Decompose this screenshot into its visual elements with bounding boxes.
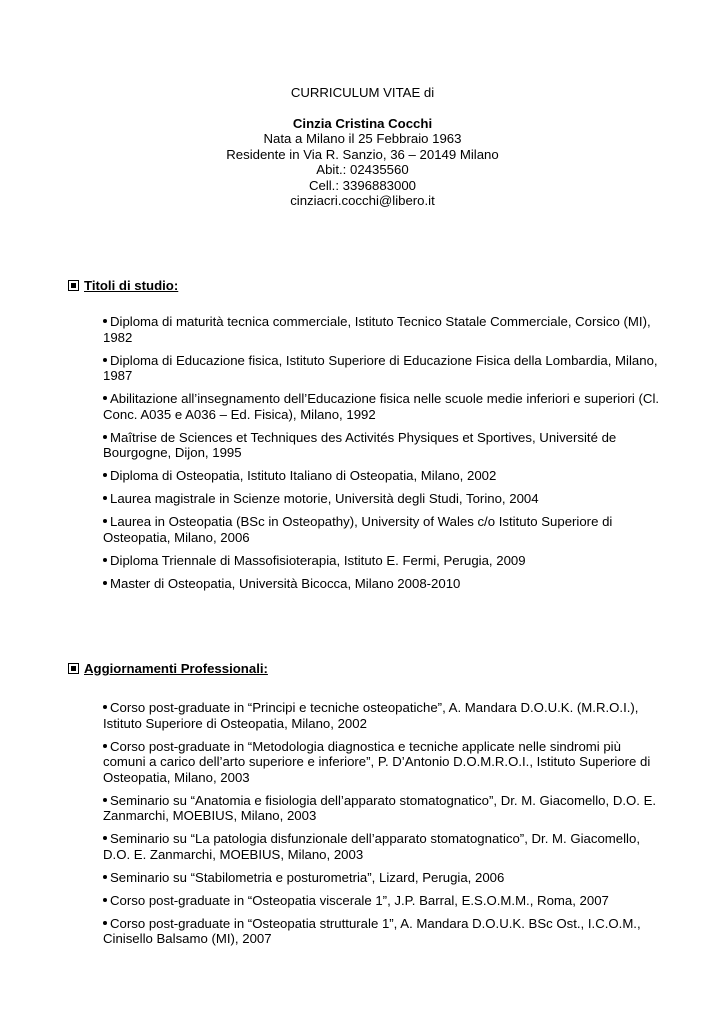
list-item (103, 430, 663, 461)
list-item (103, 514, 663, 545)
bullet-icon (103, 921, 107, 925)
bullet-icon (103, 396, 107, 400)
section-title-professional-updates (68, 661, 268, 677)
list-item-text: Diploma di Osteopatia, Istituto Italiano di Osteopatia, Milano, 2002 (110, 468, 497, 483)
list-item-text: Corso post-graduate in “Principi e tecniche osteopatiche”, A. Mandara D.O.U.K. (M.R.O.I.), Istituto Superiore di Osteopatia, Milano, 2002 (103, 700, 639, 731)
bullet-icon (103, 898, 107, 902)
bullet-icon (103, 358, 107, 362)
list-item (103, 793, 663, 824)
bullet-icon (103, 435, 107, 439)
cv-title: CURRICULUM VITAE di (290, 85, 435, 100)
list-item (103, 893, 663, 909)
list-item (103, 700, 663, 731)
list-item (103, 870, 663, 886)
professional-updates-list (103, 700, 663, 954)
list-item-text: Seminario su “Anatomia e fisiologia dell’apparato stomatognatico”, Dr. M. Giacomello, D.O. E. Zanmarchi, MOEBIUS, Milano, 2003 (103, 792, 657, 823)
list-item-text: Seminario su “La patologia disfunzionale dell’apparato stomatognatico”, Dr. M. Giacomello, D.O. E. Zanmarchi, MOEBIUS, Milano, 2003 (103, 831, 640, 862)
cv-header (0, 85, 725, 209)
list-item-text: Corso post-graduate in “Osteopatia viscerale 1”, J.P. Barral, E.S.O.M.M., Roma, 2007 (110, 892, 609, 908)
bullet-icon (103, 473, 107, 477)
education-list (103, 314, 663, 599)
list-item-text: Laurea in Osteopatia (BSc in Osteopathy), University of Wales c/o Istituto Superiore di Osteopatia, Milano, 2006 (103, 514, 613, 545)
bullet-icon (103, 496, 107, 500)
list-item-text: Laurea magistrale in Scienze motorie, Università degli Studi, Torino, 2004 (110, 491, 539, 506)
home-phone: Abit.: 02435560 (316, 162, 409, 177)
list-item-text: Diploma di Educazione fisica, Istituto Superiore di Educazione Fisica della Lombardia, Milano, 1987 (103, 352, 658, 383)
list-item-text: Corso post-graduate in “Osteopatia strutturale 1”, A. Mandara D.O.U.K. BSc Ost., I.C.O.M., Cinisello Balsamo (MI), 2007 (103, 915, 641, 946)
bullet-icon (103, 519, 107, 523)
list-item (103, 468, 663, 484)
list-item (103, 831, 663, 862)
bullet-icon (103, 744, 107, 748)
section-title-education (68, 278, 178, 294)
bullet-icon (103, 319, 107, 323)
list-item (103, 916, 663, 947)
list-item (103, 576, 663, 592)
bullet-icon (103, 705, 107, 709)
checkbox-square-icon (68, 280, 79, 291)
list-item-text: Diploma Triennale di Massofisioterapia, Istituto E. Fermi, Perugia, 2009 (110, 552, 526, 568)
list-item (103, 314, 663, 345)
section-title-text: Titoli di studio: (84, 278, 179, 293)
bullet-icon (103, 581, 107, 585)
bullet-icon (103, 798, 107, 802)
checkbox-square-icon (68, 663, 79, 674)
list-item-text: Corso post-graduate in “Metodologia diagnostica e tecniche applicate nelle sindromi più comuni a carico dell’arto superiore e inferiore”, P. D’Antonio D.O.M.R.O.I., Istituto Superiore di Osteopatia, Milano, 2003 (103, 738, 651, 785)
bullet-icon (103, 558, 107, 562)
person-name: Cinzia Cristina Cocchi (292, 115, 433, 131)
list-item-text: Maîtrise de Sciences et Techniques des Activités Physiques et Sportives, Université de Bourgogne, Dijon, 1995 (103, 429, 617, 460)
list-item (103, 739, 663, 786)
email-address: cinziacri.cocchi@libero.it (290, 193, 435, 208)
mobile-phone: Cell.: 3396883000 (308, 177, 417, 193)
list-item-text: Master di Osteopatia, Università Bicocca, Milano 2008-2010 (110, 575, 461, 591)
birth-info: Nata a Milano il 25 Febbraio 1963 (263, 131, 462, 146)
bullet-icon (103, 836, 107, 840)
section-title-text: Aggiornamenti Professionali: (84, 661, 268, 676)
list-item-text: Abilitazione all’insegnamento dell’Educazione fisica nelle scuole medie inferiori e superiori (Cl. Conc. A035 e A036 – Ed. Fisica), Milano, 1992 (103, 391, 660, 422)
list-item-text: Seminario su “Stabilometria e posturometria”, Lizard, Perugia, 2006 (110, 869, 505, 885)
list-item (103, 353, 663, 384)
list-item-text: Diploma di maturità tecnica commerciale, Istituto Tecnico Statale Commerciale, Corsico (MI), 1982 (103, 314, 651, 345)
bullet-icon (103, 875, 107, 879)
list-item (103, 553, 663, 569)
list-item (103, 491, 663, 507)
residence-info: Residente in Via R. Sanzio, 36 – 20149 Milano (226, 146, 499, 162)
list-item (103, 391, 663, 422)
